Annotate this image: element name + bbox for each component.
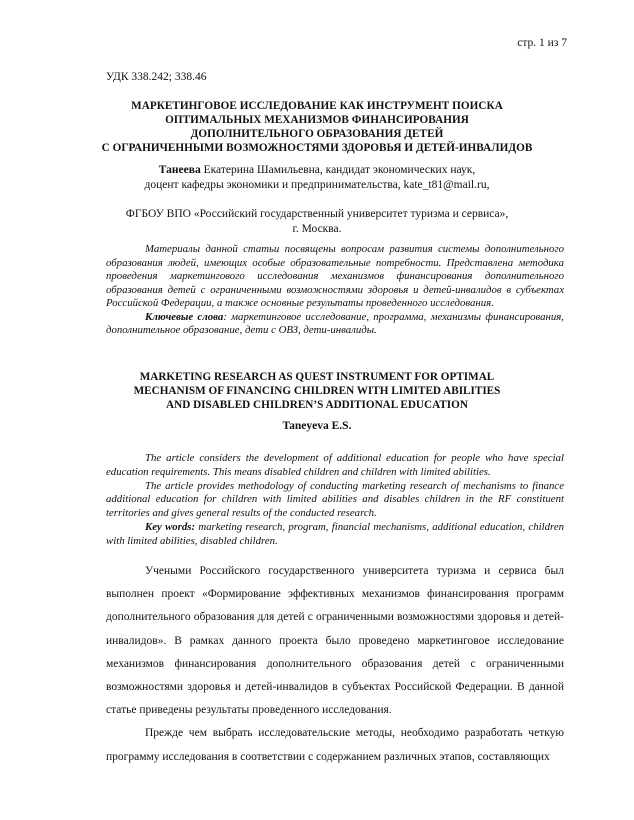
keywords-ru-label: Ключевые слова [145,310,224,323]
body-paragraph-1: Учеными Российского государственного университета туризма и сервиса был выполнен проект «Формирование эффективных механизмов финансирования программ дополнительного образования для детей с ограниченными возможностями здоровья и детей-инвалидов». В рамках данного проекта было проведено маркетинговое исследование механизмов финансирования дополнительного образования детей с ограниченными возможностями здоровья и детей-инвалидов в субъектах Российской Федерации. В данной статье приведены результаты проведенного исследования. [106,565,564,717]
body-text [106,560,564,769]
author-details-line2: доцент кафедры экономики и предпринимательства, kate_t81@mail.ru, [144,178,490,191]
author-details-line1: Екатерина Шамильевна, кандидат экономических наук, [200,164,476,176]
udc-code: УДК 338.242; 338.46 [106,71,207,83]
abstract-ru-text: Материалы данной статьи посвящены вопросам развития системы дополнительного образования людей, имеющих особые образовательные потребности. Представлена методика проведения маркетингового исследования механизмов финансирования дополнительного образования детей с ограниченными возможностями здоровья и детей-инвалидов в субъектах Российской Федерации, а также основные результаты проведенного исследования. [106,243,564,309]
keywords-en [106,521,564,549]
abstract-russian [106,243,564,338]
abstract-en-paragraph-2: The article provides methodology of conducting marketing research of mechanisms to finance additional education for children with limited abilities and disables children in the RF constituent territories and gives general results of the conducted research. [106,479,564,520]
abstract-en-paragraph-1: The article considers the development of additional education for people who have special education requirements. This means disabled children and children with limited abilities. [106,452,564,478]
body-paragraph-2: Прежде чем выбрать исследовательские методы, необходимо разработать четкую программу исследования в соответствии с содержанием различных этапов, составляющих [106,727,564,763]
author-surname: Танеева [158,164,201,176]
title-english: MARKETING RESEARCH AS QUEST INSTRUMENT FOR OPTIMAL MECHANISM OF FINANCING CHILDREN WITH LIMITED ABILITIES AND DISABLED CHILDREN’S ADDITIONAL EDUCATION [133,371,501,411]
keywords-ru-list: : маркетинговое исследование, программа, механизмы финансирования, дополнительное образование, дети с ОВЗ, дети-инвалиды. [106,310,564,336]
keywords-ru [106,311,564,338]
author-english: Taneyeva E.S. [282,420,352,432]
organization-russian: ФГБОУ ВПО «Российский государственный университет туризма и сервиса», г. Москва. [125,208,509,235]
title-russian: МАРКЕТИНГОВОЕ ИССЛЕДОВАНИЕ КАК ИНСТРУМЕНТ ПОИСКА ОПТИМАЛЬНЫХ МЕХАНИЗМОВ ФИНАНСИРОВАНИЯ ДОПОЛНИТЕЛЬНОГО ОБРАЗОВАНИЯ ДЕТЕЙ С ОГРАНИЧЕННЫМИ ВОЗМОЖНОСТЯМИ ЗДОРОВЬЯ И ДЕТЕЙ-ИНВАЛИДОВ [101,100,533,154]
page-counter: стр. 1 из 7 [517,37,567,49]
keywords-en-list: marketing research, program, financial mechanisms, additional education, children with limited abilities, disabled children. [106,520,565,547]
abstract-english [106,452,564,549]
author-block-russian [106,163,528,192]
keywords-en-label: Key words: [145,520,196,533]
